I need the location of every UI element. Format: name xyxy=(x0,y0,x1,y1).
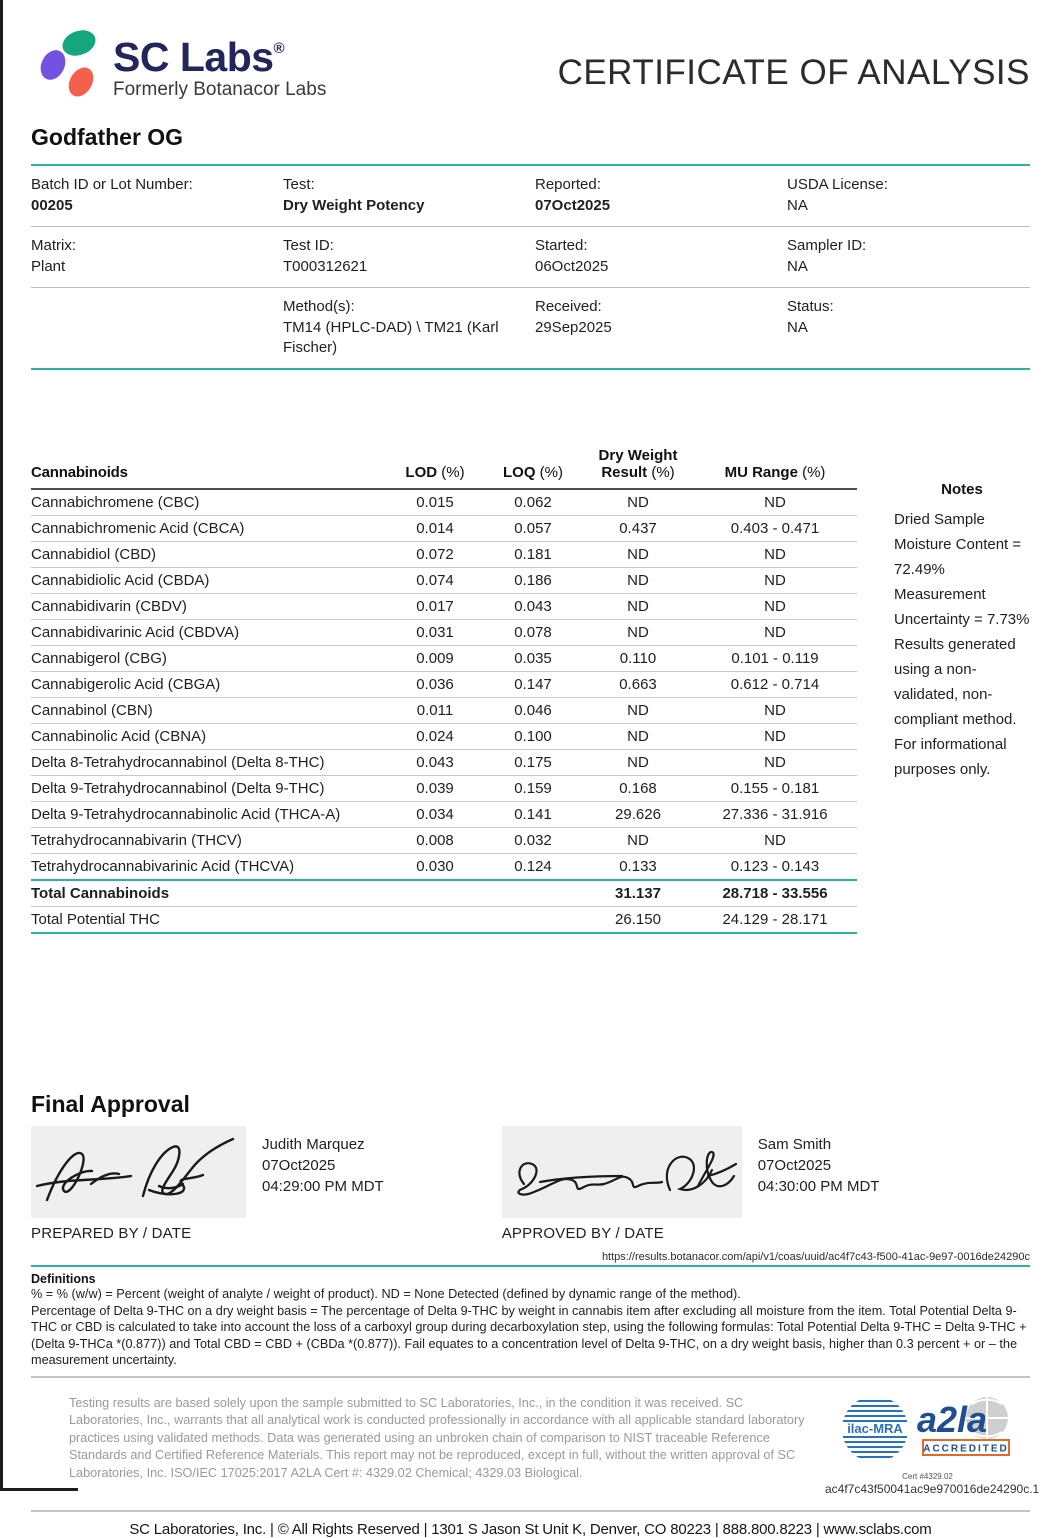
cell-analyte: Cannabidiol (CBD) xyxy=(31,542,387,568)
cell-analyte: Total Potential THC xyxy=(31,907,583,934)
cell-loq: 0.175 xyxy=(483,750,583,776)
prepared-by-label: PREPARED BY / DATE xyxy=(31,1225,192,1242)
prepared-by-meta xyxy=(262,1134,384,1242)
brand-tagline: Formerly Botanacor Labs xyxy=(113,79,327,100)
cell-result: 0.133 xyxy=(583,854,693,881)
cell-mu: 24.129 - 28.171 xyxy=(693,907,857,934)
cell-mu: ND xyxy=(693,698,857,724)
final-approval-title: Final Approval xyxy=(31,1091,190,1117)
cell-lod: 0.015 xyxy=(387,489,483,516)
cell-mu: 27.336 - 31.916 xyxy=(693,802,857,828)
cannabinoids-table xyxy=(31,447,857,934)
divider-teal xyxy=(31,1265,1030,1267)
table-row xyxy=(31,750,857,776)
brand-name: SC Labs® xyxy=(113,34,285,80)
col-header-loq: LOQ (%) xyxy=(483,447,583,489)
table-row xyxy=(31,828,857,854)
cell-mu: 0.101 - 0.119 xyxy=(693,646,857,672)
table-row xyxy=(31,489,857,516)
cell-lod: 0.043 xyxy=(387,750,483,776)
cell-result: 29.626 xyxy=(583,802,693,828)
table-row xyxy=(31,724,857,750)
info-started: Started: 06Oct2025 xyxy=(535,237,609,275)
cell-loq: 0.147 xyxy=(483,672,583,698)
cell-loq: 0.043 xyxy=(483,594,583,620)
note-uncertainty: Measurement Uncertainty = 7.73% xyxy=(894,586,1030,628)
sample-info-grid xyxy=(31,164,1030,370)
approved-by-label: APPROVED BY / DATE xyxy=(501,1225,664,1242)
cell-mu: ND xyxy=(693,542,857,568)
info-reported: Reported: 07Oct2025 xyxy=(535,176,611,214)
svg-text:ilac-MRA: ilac-MRA xyxy=(846,1420,903,1436)
info-empty xyxy=(31,297,283,358)
cell-result: ND xyxy=(583,698,693,724)
definitions-line-1: % = % (w/w) = Percent (weight of analyte / weight of product). ND = None Detected (defined by dynamic range of the method). xyxy=(31,1287,741,1301)
prepared-by-date: 07Oct2025 xyxy=(262,1157,336,1174)
info-received: Received: 29Sep2025 xyxy=(535,298,612,336)
ilac-mra-icon xyxy=(841,1395,909,1468)
cell-result: 26.150 xyxy=(583,907,693,934)
cell-mu: ND xyxy=(693,594,857,620)
coa-code: ac4f7c43f50041ac9e970016de24290c.1 xyxy=(825,1481,1040,1496)
col-header-lod: LOD (%) xyxy=(387,447,483,489)
cell-loq: 0.046 xyxy=(483,698,583,724)
cannabinoids-rows xyxy=(31,489,857,933)
cell-lod: 0.039 xyxy=(387,776,483,802)
cell-result: ND xyxy=(583,594,693,620)
table-row xyxy=(31,646,857,672)
cell-analyte: Delta 8-Tetrahydrocannabinol (Delta 8-THC) xyxy=(31,750,387,776)
coa-result-url[interactable]: https://results.botanacor.com/api/v1/coas/uuid/ac4f7c43-f500-41ac-9e97-0016de24290c xyxy=(601,1251,1030,1263)
cell-mu: 0.612 - 0.714 xyxy=(693,672,857,698)
prepared-by-time: 04:29:00 PM MDT xyxy=(262,1178,384,1195)
table-row xyxy=(31,594,857,620)
cell-mu: 0.155 - 0.181 xyxy=(693,776,857,802)
cell-analyte: Cannabichromenic Acid (CBCA) xyxy=(31,516,387,542)
a2la-accredited-icon xyxy=(915,1396,1015,1467)
table-row xyxy=(31,620,857,646)
cell-result: 0.663 xyxy=(583,672,693,698)
cell-result: ND xyxy=(583,724,693,750)
cell-loq: 0.062 xyxy=(483,489,583,516)
info-row xyxy=(31,227,1030,288)
info-test-id: Test ID: T000312621 xyxy=(283,237,368,275)
table-header-row xyxy=(31,447,857,489)
cell-lod: 0.072 xyxy=(387,542,483,568)
info-row xyxy=(31,166,1030,227)
table-row xyxy=(31,672,857,698)
table-row xyxy=(31,854,857,881)
signatures-row xyxy=(31,1126,1030,1242)
table-row xyxy=(31,568,857,594)
info-row xyxy=(31,288,1030,368)
approved-by-time: 04:30:00 PM MDT xyxy=(757,1178,880,1195)
approved-by-name: Sam Smith xyxy=(757,1136,832,1153)
cell-result: 0.168 xyxy=(583,776,693,802)
info-methods: Method(s): TM14 (HPLC-DAD) \ TM21 (Karl Fischer) xyxy=(283,298,499,356)
document-title: CERTIFICATE OF ANALYSIS xyxy=(557,53,1030,92)
table-row xyxy=(31,698,857,724)
info-sampler-id: Sampler ID: NA xyxy=(787,237,867,275)
cell-mu: ND xyxy=(693,620,857,646)
cell-mu: ND xyxy=(693,489,857,516)
cell-lod: 0.036 xyxy=(387,672,483,698)
cell-result: ND xyxy=(583,750,693,776)
sample-name: Godfather OG xyxy=(31,124,184,150)
approved-by-date: 07Oct2025 xyxy=(757,1157,832,1174)
cell-analyte: Cannabidiolic Acid (CBDA) xyxy=(31,568,387,594)
cell-lod: 0.074 xyxy=(387,568,483,594)
sc-labs-petals-icon xyxy=(39,27,105,108)
table-row xyxy=(31,542,857,568)
svg-text:ACCREDITED: ACCREDITED xyxy=(922,1443,1009,1455)
cell-analyte: Tetrahydrocannabivarin (THCV) xyxy=(31,828,387,854)
cell-mu: 0.403 - 0.471 xyxy=(693,516,857,542)
cell-mu: ND xyxy=(693,828,857,854)
cell-analyte: Cannabinol (CBN) xyxy=(31,698,387,724)
note-method: Results generated using a non-validated, non-compliant method. For informational purposes only. xyxy=(894,636,1017,778)
col-header-notes: Notes xyxy=(941,481,983,498)
total-row xyxy=(31,907,857,934)
page-edge-line xyxy=(0,0,3,1490)
cell-analyte: Tetrahydrocannabivarinic Acid (THCVA) xyxy=(31,854,387,881)
registered-mark: ® xyxy=(273,40,285,57)
prepared-signature-image xyxy=(31,1126,246,1218)
cell-result: 31.137 xyxy=(583,880,693,907)
cell-loq: 0.181 xyxy=(483,542,583,568)
disclaimer-box xyxy=(31,1376,1040,1512)
disclaimer-text: Testing results are based solely upon the sample submitted to SC Laboratories, Inc., in the condition it was received. SC Laboratories, Inc., warrants that all analytical work is conducted professionally in accordance with all applicable standard laboratory practices using validated methods. Data was generated using an unbroken chain of comparison to NIST traceable Reference Standards and Certified Reference Materials. This report may not be reproduced, except in full, without the written approval of SC Laboratories, Inc. ISO/IEC 17025:2017 A2LA Cert #: 4329.02 Chemical; 4329.03 Biological. xyxy=(69,1395,805,1480)
cell-loq: 0.078 xyxy=(483,620,583,646)
notes-panel xyxy=(894,447,1030,934)
cell-result: ND xyxy=(583,620,693,646)
svg-text:a2la: a2la xyxy=(916,1398,987,1440)
note-moisture: Dried Sample Moisture Content = 72.49% xyxy=(894,511,1022,578)
cell-lod: 0.024 xyxy=(387,724,483,750)
accreditation-block xyxy=(825,1395,1040,1496)
approved-by-block xyxy=(502,1126,880,1242)
cell-lod: 0.014 xyxy=(387,516,483,542)
table-row xyxy=(31,802,857,828)
cell-result: ND xyxy=(583,828,693,854)
cell-loq: 0.100 xyxy=(483,724,583,750)
definitions-section xyxy=(31,1272,1030,1369)
approved-signature-image xyxy=(502,1126,742,1218)
cell-analyte: Cannabidivarin (CBDV) xyxy=(31,594,387,620)
cell-result: 0.110 xyxy=(583,646,693,672)
cannabinoids-section xyxy=(31,447,1030,934)
cell-loq: 0.057 xyxy=(483,516,583,542)
cell-mu: 0.123 - 0.143 xyxy=(693,854,857,881)
approved-by-meta xyxy=(758,1134,880,1242)
col-header-mu-range: MU Range (%) xyxy=(693,447,857,489)
table-row xyxy=(31,776,857,802)
definitions-heading: Definitions xyxy=(31,1272,96,1286)
cell-loq: 0.035 xyxy=(483,646,583,672)
footer-text: SC Laboratories, Inc. | © All Rights Reserved | 1301 S Jason St Unit K, Denver, CO 80223 | 888.800.8223 | www.sclabs.com xyxy=(129,1520,932,1538)
cert-number: Cert #4329.02 xyxy=(902,1471,953,1481)
info-matrix: Matrix: Plant xyxy=(31,237,76,275)
cell-lod: 0.009 xyxy=(387,646,483,672)
info-status: Status: NA xyxy=(787,298,834,336)
cell-analyte: Cannabichromene (CBC) xyxy=(31,489,387,516)
cell-lod: 0.030 xyxy=(387,854,483,881)
cell-analyte: Cannabidivarinic Acid (CBDVA) xyxy=(31,620,387,646)
brand-logo xyxy=(39,27,326,108)
info-batch-id: Batch ID or Lot Number: 00205 xyxy=(31,176,193,214)
cell-mu: 28.718 - 33.556 xyxy=(693,880,857,907)
cell-loq: 0.141 xyxy=(483,802,583,828)
cell-lod: 0.034 xyxy=(387,802,483,828)
cell-analyte: Cannabigerolic Acid (CBGA) xyxy=(31,672,387,698)
cell-result: ND xyxy=(583,568,693,594)
cell-mu: ND xyxy=(693,750,857,776)
table-row xyxy=(31,516,857,542)
cell-loq: 0.124 xyxy=(483,854,583,881)
cell-lod: 0.031 xyxy=(387,620,483,646)
cell-analyte: Cannabigerol (CBG) xyxy=(31,646,387,672)
cell-lod: 0.011 xyxy=(387,698,483,724)
cell-result: ND xyxy=(583,489,693,516)
cell-loq: 0.186 xyxy=(483,568,583,594)
col-header-result: Dry Weight Result (%) xyxy=(583,447,693,489)
total-row xyxy=(31,880,857,907)
info-usda-license: USDA License: NA xyxy=(787,176,888,214)
section-title: Cannabinoids xyxy=(31,447,387,489)
header xyxy=(31,27,1030,108)
cell-loq: 0.032 xyxy=(483,828,583,854)
cell-analyte: Cannabinolic Acid (CBNA) xyxy=(31,724,387,750)
cell-lod: 0.008 xyxy=(387,828,483,854)
cell-result: ND xyxy=(583,542,693,568)
definitions-line-2: Percentage of Delta 9-THC on a dry weight basis = The percentage of Delta 9-THC by weight in cannabis item after excluding all moisture from the item. Total Potential Delta 9-THC or CBD is calculated to take into account the loss of a carboxyl group during decarboxylation step, using the following formulas: Total Potential Delta 9-THC = Delta 9-THC + (Delta 9-THCa *(0.877)) and Total CBD = CBD + (CBDa *(0.877)). Fail equates to a concentration level of Delta 9-THC, on a dry weight basis, higher than 0.3 percent + or – the measurement uncertainty. xyxy=(31,1303,1027,1368)
cell-mu: ND xyxy=(693,568,857,594)
cell-loq: 0.159 xyxy=(483,776,583,802)
cell-analyte: Total Cannabinoids xyxy=(31,880,583,907)
cell-analyte: Delta 9-Tetrahydrocannabinol (Delta 9-THC) xyxy=(31,776,387,802)
cell-mu: ND xyxy=(693,724,857,750)
prepared-by-name: Judith Marquez xyxy=(262,1136,365,1153)
info-test: Test: Dry Weight Potency xyxy=(283,176,425,214)
cell-lod: 0.017 xyxy=(387,594,483,620)
prepared-by-block xyxy=(31,1126,384,1242)
cell-analyte: Delta 9-Tetrahydrocannabinolic Acid (THCA-A) xyxy=(31,802,387,828)
cell-result: 0.437 xyxy=(583,516,693,542)
